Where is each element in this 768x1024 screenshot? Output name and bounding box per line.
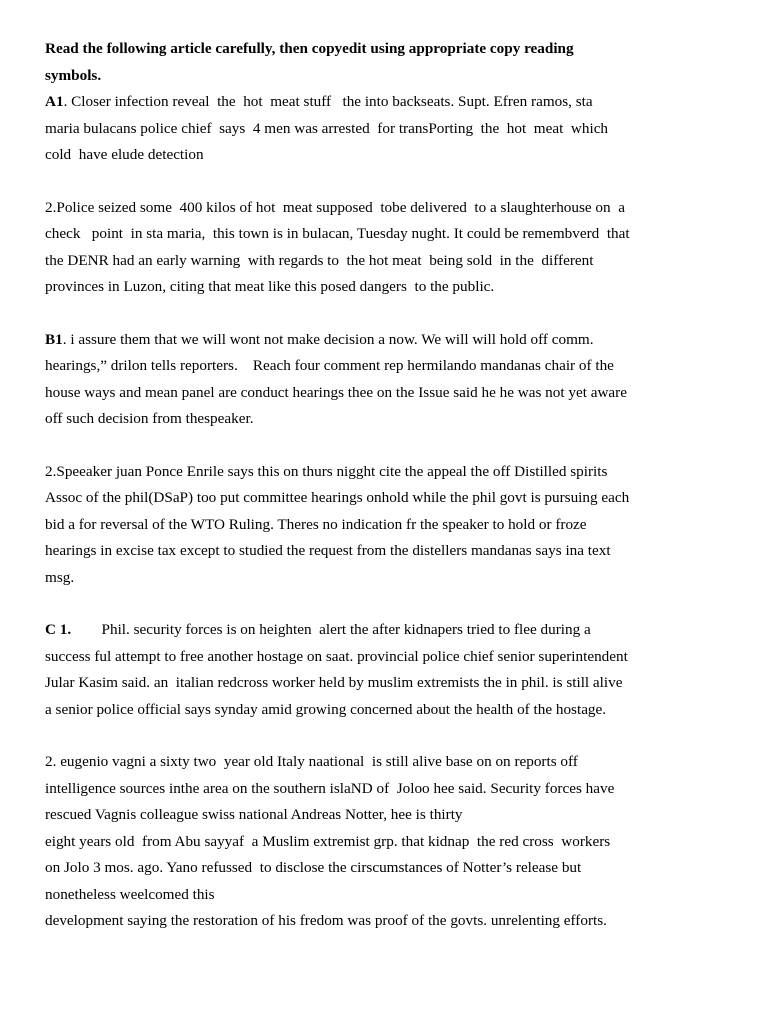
section-a-p2-line-4: provinces in Luzon, citing that meat like this posed dangers to the public. xyxy=(45,278,495,295)
section-c-p2-line-2: intelligence sources inthe area on the southern islaND of Joloo hee said. Security forces have xyxy=(45,780,615,797)
section-b-p2-line-4: hearings in excise tax except to studied the request from the distellers mandanas says ina text xyxy=(45,542,611,559)
section-b-p1-line-3: house ways and mean panel are conduct hearings thee on the Issue said he he was not yet aware xyxy=(45,384,627,401)
section-b-p2-line-5: msg. xyxy=(45,569,75,586)
section-c-p1-line-1: C 1. Phil. security forces is on heighten alert the after kidnapers tried to flee during a xyxy=(45,621,591,638)
instructions-line-1: Read the following article carefully, then copyedit using appropriate copy reading xyxy=(45,40,574,57)
section-a-p2-line-1: 2.Police seized some 400 kilos of hot meat supposed tobe delivered to a slaughterhouse on a xyxy=(45,199,625,216)
section-a-p1-line-1: A1. Closer infection reveal the hot meat stuff the into backseats. Supt. Efren ramos, sta xyxy=(45,93,593,110)
section-c-p1-line-2: success ful attempt to free another hostage on saat. provincial police chief senior superintendent xyxy=(45,648,628,665)
section-c-label: C 1. xyxy=(45,621,72,638)
instructions-line-2: symbols. xyxy=(45,67,102,84)
section-b-p2-line-3: bid a for reversal of the WTO Ruling. Theres no indication fr the speaker to hold or froze xyxy=(45,516,587,533)
section-c-p2-line-3: rescued Vagnis colleague swiss national Andreas Notter, hee is thirty xyxy=(45,806,463,823)
section-c-p2-line-7: development saying the restoration of his fredom was proof of the govts. unrelenting efforts. xyxy=(45,912,607,929)
section-c-p2-line-5: on Jolo 3 mos. ago. Yano refussed to disclose the cirscumstances of Notter’s release but xyxy=(45,859,582,876)
section-a-p1-line-3: cold have elude detection xyxy=(45,146,204,163)
section-a-p2-line-3: the DENR had an early warning with regards to the hot meat being sold in the different xyxy=(45,252,594,269)
section-b-p1-line-2: hearings,” drilon tells reporters. Reach four comment rep hermilando mandanas chair of the xyxy=(45,357,614,374)
section-b-label: B1 xyxy=(45,331,63,348)
section-a-p1-line-2: maria bulacans police chief says 4 men was arrested for transPorting the hot meat which xyxy=(45,120,609,137)
section-c-p1-line-4: a senior police official says synday amid growing concerned about the health of the hostage. xyxy=(45,701,607,718)
section-a-label: A1 xyxy=(45,93,64,110)
section-c-p2-line-4: eight years old from Abu sayyaf a Muslim extremist grp. that kidnap the red cross workers xyxy=(45,833,611,850)
section-b-p1-line-4: off such decision from thespeaker. xyxy=(45,410,254,427)
section-b-p2-line-2: Assoc of the phil(DSaP) too put committee hearings onhold while the phil govt is pursuing each xyxy=(45,489,630,506)
section-b-p2-line-1: 2.Speeaker juan Ponce Enrile says this on thurs nigght cite the appeal the off Distilled spirits xyxy=(45,463,608,480)
section-b-p1-line-1: B1. i assure them that we will wont not make decision a now. We will will hold off comm. xyxy=(45,331,594,348)
section-c-p1-line-3: Jular Kasim said. an italian redcross worker held by muslim extremists the in phil. is still alive xyxy=(45,674,623,691)
section-c-p2-line-1: 2. eugenio vagni a sixty two year old Italy naational is still alive base on on reports off xyxy=(45,753,578,770)
section-a-p2-line-2: check point in sta maria, this town is in bulacan, Tuesday nught. It could be remembverd that xyxy=(45,225,630,242)
section-c-p2-line-6: nonetheless weelcomed this xyxy=(45,886,215,903)
